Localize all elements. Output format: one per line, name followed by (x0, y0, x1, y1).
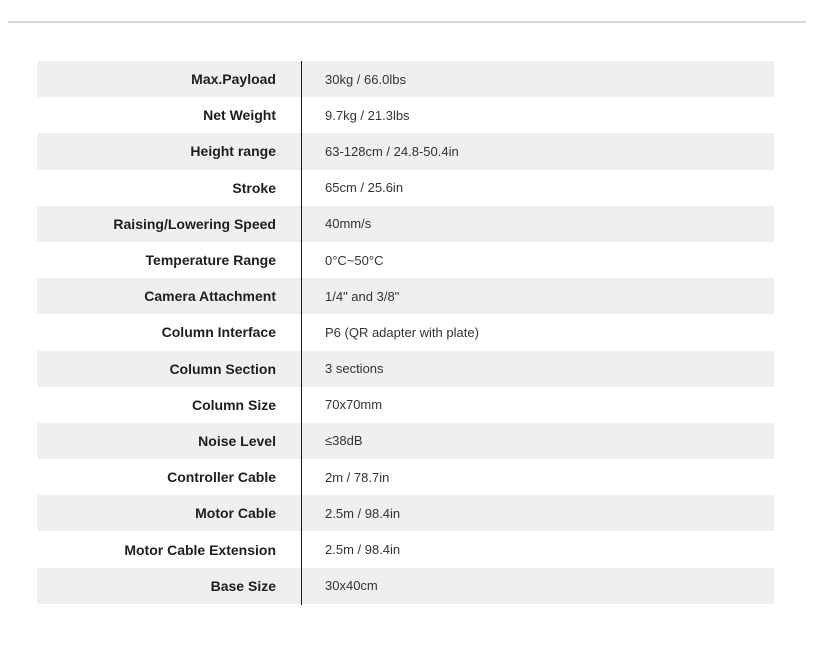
spec-value: 63-128cm / 24.8-50.4in (325, 143, 459, 159)
spec-value: 2.5m / 98.4in (325, 505, 401, 521)
spec-label: Camera Attachment (144, 288, 276, 305)
spec-label: Height range (190, 143, 276, 160)
spec-value: 70x70mm (325, 397, 383, 413)
column-divider (301, 61, 302, 605)
spec-row (37, 133, 774, 169)
spec-value: 30x40cm (325, 578, 378, 594)
spec-row (37, 170, 774, 206)
spec-value: 0°C~50°C (325, 252, 384, 268)
spec-label: Raising/Lowering Speed (113, 215, 276, 232)
top-divider (8, 21, 806, 23)
spec-row (37, 206, 774, 242)
spec-row (37, 568, 774, 604)
spec-row (37, 314, 774, 350)
spec-row (37, 459, 774, 495)
spec-label: Noise Level (198, 432, 276, 449)
spec-value: ≤38dB (325, 433, 363, 449)
spec-value: 65cm / 25.6in (325, 180, 404, 196)
spec-row (37, 97, 774, 133)
spec-value: 30kg / 66.0lbs (325, 71, 406, 87)
spec-label: Motor Cable Extension (124, 541, 276, 558)
spec-label: Net Weight (203, 107, 276, 124)
spec-row (37, 61, 774, 97)
spec-row (37, 242, 774, 278)
spec-label: Column Size (191, 396, 276, 413)
spec-row (37, 351, 774, 387)
spec-label: Controller Cable (167, 469, 276, 486)
spec-row (37, 531, 774, 567)
spec-label: Base Size (210, 577, 276, 594)
spec-value: 40mm/s (325, 216, 372, 232)
spec-value: 2m / 78.7in (325, 469, 390, 485)
spec-table (37, 61, 774, 604)
spec-label: Motor Cable (195, 505, 276, 522)
spec-label: Stroke (232, 179, 276, 196)
spec-row (37, 278, 774, 314)
spec-value: 1/4" and 3/8" (325, 288, 400, 304)
spec-label: Temperature Range (145, 252, 276, 269)
spec-label: Column Interface (161, 324, 276, 341)
spec-value: 3 sections (325, 361, 384, 377)
spec-row (37, 423, 774, 459)
spec-row (37, 387, 774, 423)
spec-value: 2.5m / 98.4in (325, 542, 401, 558)
spec-label: Max.Payload (191, 71, 276, 88)
spec-row (37, 495, 774, 531)
spec-value: P6 (QR adapter with plate) (325, 324, 479, 340)
spec-label: Column Section (169, 360, 276, 377)
spec-value: 9.7kg / 21.3lbs (325, 107, 410, 123)
